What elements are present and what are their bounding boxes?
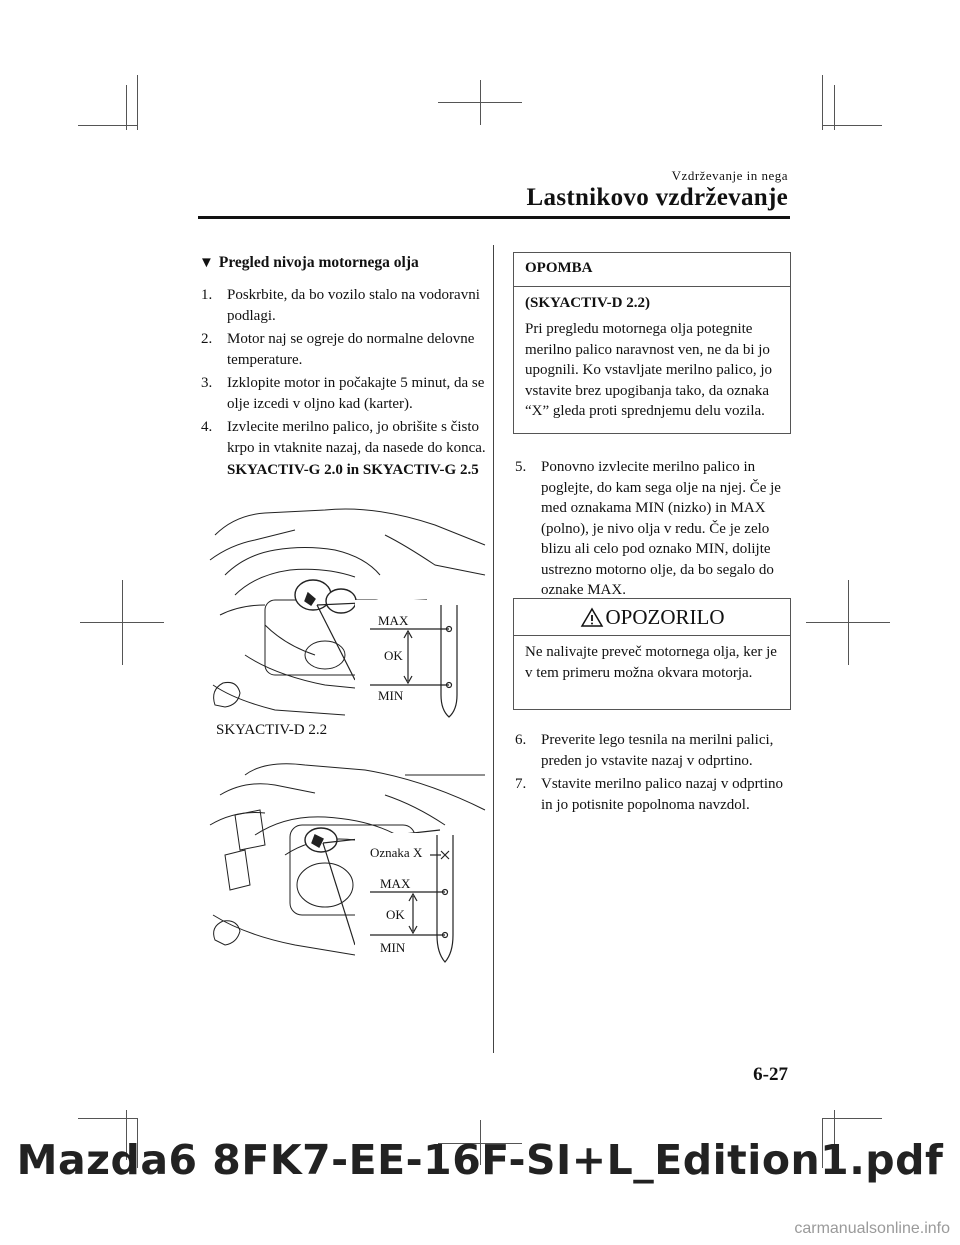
warning-header — [514, 599, 790, 636]
section-title-text: Pregled nivoja motornega olja — [218, 254, 419, 271]
crop-mark — [822, 125, 882, 126]
note-text: Pri pregledu motornega olja potegnite merilno palico naravnost ven, ne da bi jo upognili. Ko vstavljate merilno palico, jo vstavite brez upogibanja tako, da oznaka “X” gleda proti sprednjemu delu vozila. — [525, 321, 773, 419]
crop-mark — [822, 1118, 882, 1119]
list-item — [201, 417, 501, 481]
list-item — [515, 774, 790, 815]
page-number: 6-27 — [753, 1064, 788, 1085]
crop-mark — [126, 85, 127, 130]
step-number: 6. — [515, 732, 527, 748]
section-title — [199, 254, 419, 272]
fig2-mark-x-label: Oznaka X — [370, 845, 423, 860]
warning-text: Ne nalivajte preveč motornega olja, ker je v tem primeru možna okvara motorja. — [525, 644, 777, 681]
crop-mark — [806, 622, 890, 623]
variant-label-diesel: SKYACTIV-D 2.2 — [216, 722, 328, 738]
note-box — [513, 252, 791, 434]
fig1-max-label: MAX — [378, 613, 409, 628]
step-text: Vstavite merilno palico nazaj v odprtino in jo potisnite popolnoma navzdol. — [541, 776, 784, 813]
step-text: Ponovno izvlecite merilno palico in poglejte, do kam sega olje na njej. Če je med oznakama MIN (nizko) in MAX (polno), je nivo olja v redu. Če je zelo blizu ali celo pod oznako MIN, dolijte ustrezno motorno olje, da bo segalo do oznake MAX. — [541, 459, 781, 598]
crop-mark — [78, 125, 138, 126]
list-item — [201, 285, 501, 326]
list-item — [515, 730, 790, 771]
crop-mark — [137, 75, 138, 130]
crop-mark — [834, 85, 835, 130]
list-item — [515, 457, 790, 601]
variant-label-gasoline: SKYACTIV-G 2.0 in SKYACTIV-G 2.5 — [227, 462, 479, 478]
step-number: 4. — [201, 419, 213, 435]
list-item — [201, 329, 501, 370]
crop-mark — [80, 622, 164, 623]
chapter-title: Lastnikovo vzdrževanje — [526, 184, 788, 211]
header-rule — [198, 216, 790, 219]
step-text: Izvlecite merilno palico, jo obrišite s čisto krpo in vtaknite nazaj, da nasede do konca. — [227, 419, 486, 456]
fig1-min-label: MIN — [378, 688, 404, 703]
steps-list-right — [515, 730, 790, 818]
note-title: OPOMBA — [525, 260, 593, 276]
warning-triangle-icon — [580, 607, 604, 628]
step-number: 7. — [515, 776, 527, 792]
step-text: Poskrbite, da bo vozilo stalo na vodoravni podlagi. — [227, 287, 480, 324]
step-text: Motor naj se ogreje do normalne delovne temperature. — [227, 331, 475, 368]
fig2-min-label: MIN — [380, 940, 406, 955]
step-5 — [515, 457, 790, 604]
step-number: 2. — [201, 331, 213, 347]
section-header: Vzdrževanje in nega — [671, 168, 788, 183]
step-text: Izklopite motor in počakajte 5 minut, da se olje izcedi v oljno kad (karter). — [227, 375, 485, 412]
step-number: 3. — [201, 375, 213, 391]
fig1-ok-label: OK — [384, 648, 403, 663]
steps-list — [201, 285, 501, 484]
engine-dipstick-figure-gasoline — [205, 505, 490, 720]
engine-dipstick-figure-diesel — [205, 755, 490, 970]
step-number: 1. — [201, 287, 213, 303]
fig2-ok-label: OK — [386, 907, 405, 922]
warning-title: OPOZORILO — [605, 605, 725, 629]
crop-mark — [438, 102, 522, 103]
triangle-bullet-icon: ▼ — [199, 255, 214, 271]
crop-mark — [822, 75, 823, 130]
fig2-max-label: MAX — [380, 876, 411, 891]
step-number: 5. — [515, 459, 527, 475]
note-header — [514, 253, 790, 287]
crop-mark — [78, 1118, 138, 1119]
step-text: Preverite lego tesnila na merilni palici, preden jo vstavite nazaj v odprtino. — [541, 732, 774, 769]
warning-box — [513, 598, 791, 710]
note-subtitle: (SKYACTIV-D 2.2) — [525, 295, 651, 311]
watermark: carmanualsonline.info — [794, 1220, 950, 1237]
pdf-filename-footer: Mazda6 8FK7-EE-16F-SI+L_Edition1.pdf — [16, 1136, 944, 1184]
list-item — [201, 373, 501, 414]
